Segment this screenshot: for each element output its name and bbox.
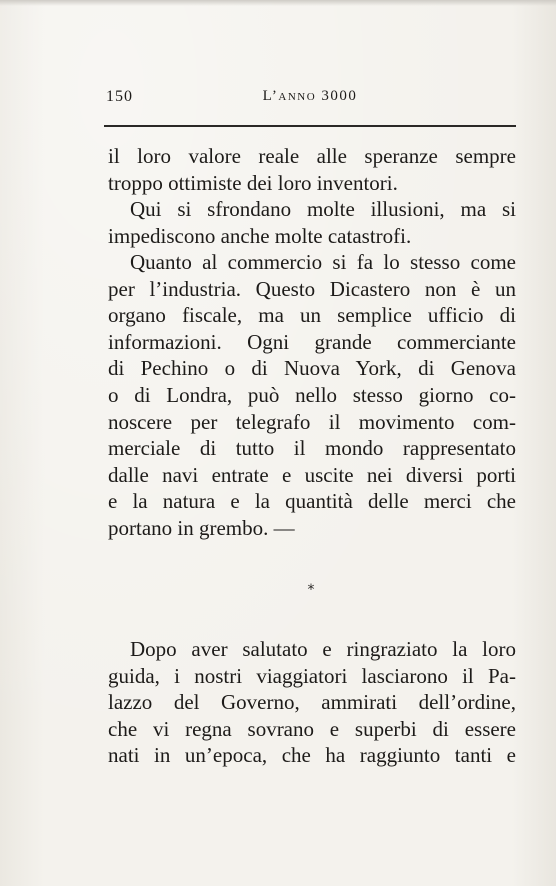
text-line: nati in un’epoca, che ha raggiunto tanti e (108, 743, 516, 768)
text-line: di Pechino o di Nuova York, di Genova (108, 356, 516, 381)
paragraph-3 (108, 249, 516, 542)
text-line: il loro valore reale alle speranze sempre (108, 144, 516, 168)
text-line: impediscono anche molte catastrofi. (108, 223, 412, 248)
text-line: portano in grembo. — (108, 515, 295, 540)
running-title: L’anno 3000 (262, 88, 358, 104)
text-line: informazioni. Ogni grande commerciante (108, 329, 516, 354)
paragraph-2 (108, 196, 516, 249)
text-line: dalle navi entrate e uscite nei diversi porti (108, 462, 516, 487)
text-line: che vi regna sovrano e superbi di essere (108, 716, 516, 741)
text-line: per l’industria. Questo Dicastero non è un (108, 276, 516, 301)
text-line: o di Londra, può nello stesso giorno co- (108, 382, 516, 407)
page-header (106, 88, 514, 110)
paragraph-1 (108, 143, 516, 196)
text-line: merciale di tutto il mondo rappresentato (108, 436, 516, 461)
text-line: Quanto al commercio si fa lo stesso come (130, 250, 516, 274)
paragraph-4 (108, 636, 516, 769)
text-line: organo fiscale, ma un semplice ufficio di (108, 303, 516, 328)
text-line: lazzo del Governo, ammirati dell’ordine, (108, 690, 516, 715)
text-line: troppo ottimiste dei loro inventori. (108, 170, 398, 195)
page-number: 150 (106, 88, 133, 105)
text-line: noscere per telegrafo il movimento com- (108, 409, 516, 434)
page-top-edge (0, 0, 556, 6)
header-rule (104, 125, 516, 127)
text-line: guida, i nostri viaggiatori lasciarono il Pa- (108, 663, 516, 688)
text-line: e la natura e la quantità delle merci che (108, 489, 516, 514)
section-separator: * (307, 582, 315, 598)
text-line: Qui si sfrondano molte illusioni, ma si (130, 197, 516, 221)
text-line: Dopo aver salutato e ringraziato la loro (130, 637, 516, 661)
